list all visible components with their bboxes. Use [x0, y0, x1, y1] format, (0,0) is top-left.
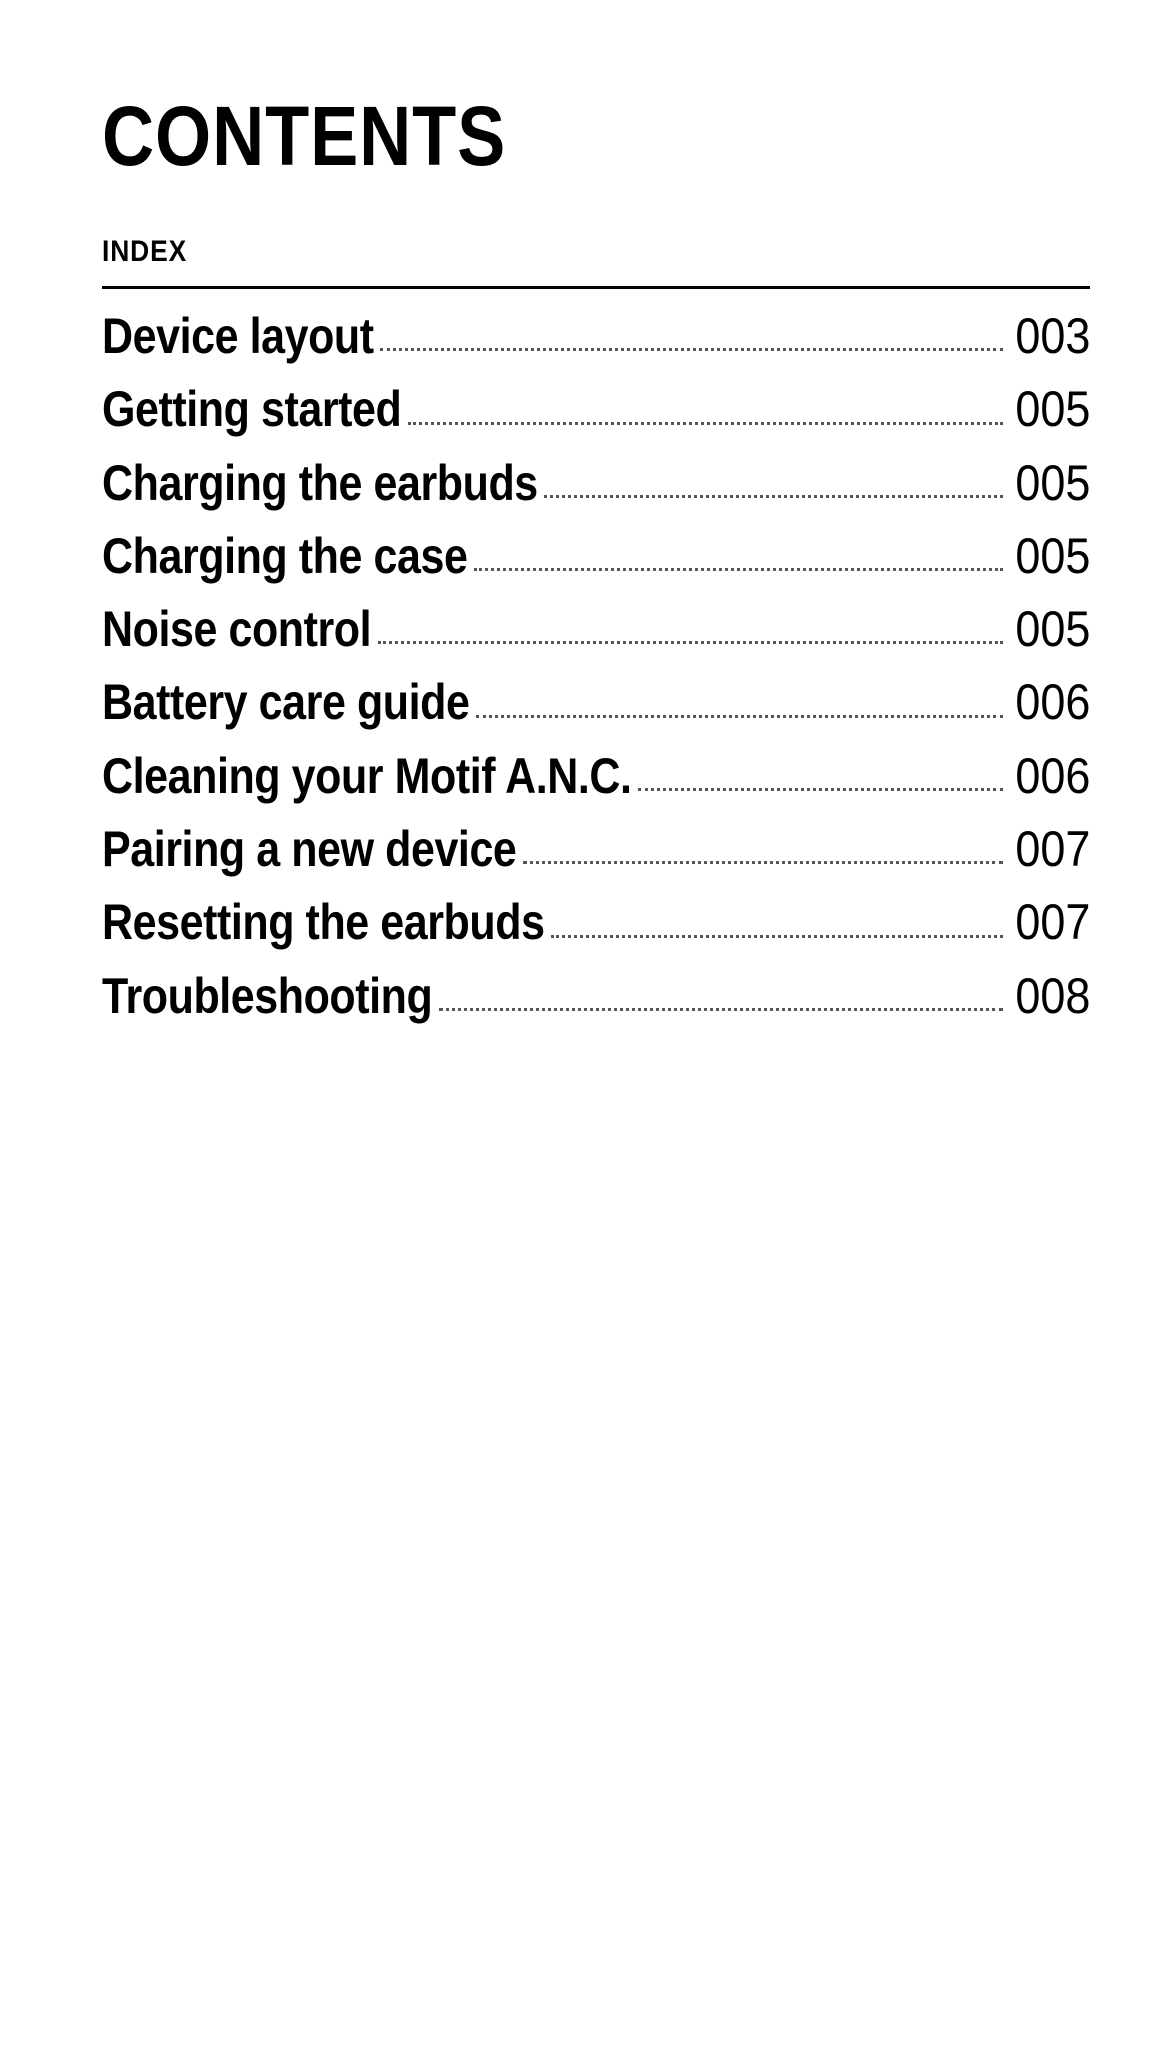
toc-entry-page-number: 007	[1014, 894, 1090, 951]
toc-entry-charging-the-case[interactable]	[102, 526, 1090, 599]
dot-leader	[476, 715, 1003, 718]
toc-entry-title: Device layout	[102, 308, 374, 364]
toc-entry-page-number: 005	[1014, 527, 1090, 584]
toc-entry-title: Resetting the earbuds	[102, 894, 545, 951]
toc-entry-page-number: 005	[1014, 381, 1090, 438]
toc-entry-title: Battery care guide	[102, 674, 470, 731]
dot-leader	[408, 422, 1003, 425]
toc-entry-title: Noise control	[102, 601, 372, 658]
toc-entry-noise-control[interactable]	[102, 599, 1090, 672]
toc-entry-title: Troubleshooting	[102, 967, 433, 1024]
toc-entry-battery-care-guide[interactable]	[102, 672, 1090, 745]
toc-entry-charging-the-earbuds[interactable]	[102, 453, 1090, 526]
toc-entry-getting-started[interactable]	[102, 379, 1090, 452]
toc-entry-title: Charging the case	[102, 527, 468, 584]
toc-entry-pairing-a-new-device[interactable]	[102, 819, 1090, 892]
page-title: CONTENTS	[102, 89, 507, 183]
toc-entry-troubleshooting[interactable]	[102, 966, 1090, 1039]
dot-leader	[544, 495, 1003, 498]
toc-entry-page-number: 006	[1014, 674, 1090, 731]
dot-leader	[474, 568, 1003, 571]
toc-entry-title: Getting started	[102, 381, 402, 438]
toc-entry-page-number: 005	[1014, 454, 1090, 511]
toc-entry-title: Pairing a new device	[102, 821, 517, 878]
dot-leader	[551, 935, 1003, 938]
index-label: INDEX	[102, 235, 188, 268]
toc-entry-title: Cleaning your Motif A.N.C.	[102, 747, 632, 804]
dot-leader	[380, 348, 1003, 351]
dot-leader	[523, 861, 1003, 864]
toc-entry-page-number: 007	[1014, 821, 1090, 878]
dot-leader	[439, 1008, 1003, 1011]
dot-leader	[638, 788, 1003, 791]
toc-entry-page-number: 005	[1014, 601, 1090, 658]
toc-entry-device-layout[interactable]	[102, 306, 1090, 379]
header-divider	[102, 286, 1090, 289]
dot-leader	[378, 641, 1003, 644]
toc-entry-cleaning[interactable]	[102, 746, 1090, 819]
toc-entry-page-number: 003	[1014, 308, 1090, 364]
table-of-contents	[102, 306, 1090, 1039]
toc-entry-resetting-the-earbuds[interactable]	[102, 892, 1090, 965]
toc-entry-page-number: 006	[1014, 747, 1090, 804]
toc-entry-page-number: 008	[1014, 967, 1090, 1024]
toc-entry-title: Charging the earbuds	[102, 454, 538, 511]
